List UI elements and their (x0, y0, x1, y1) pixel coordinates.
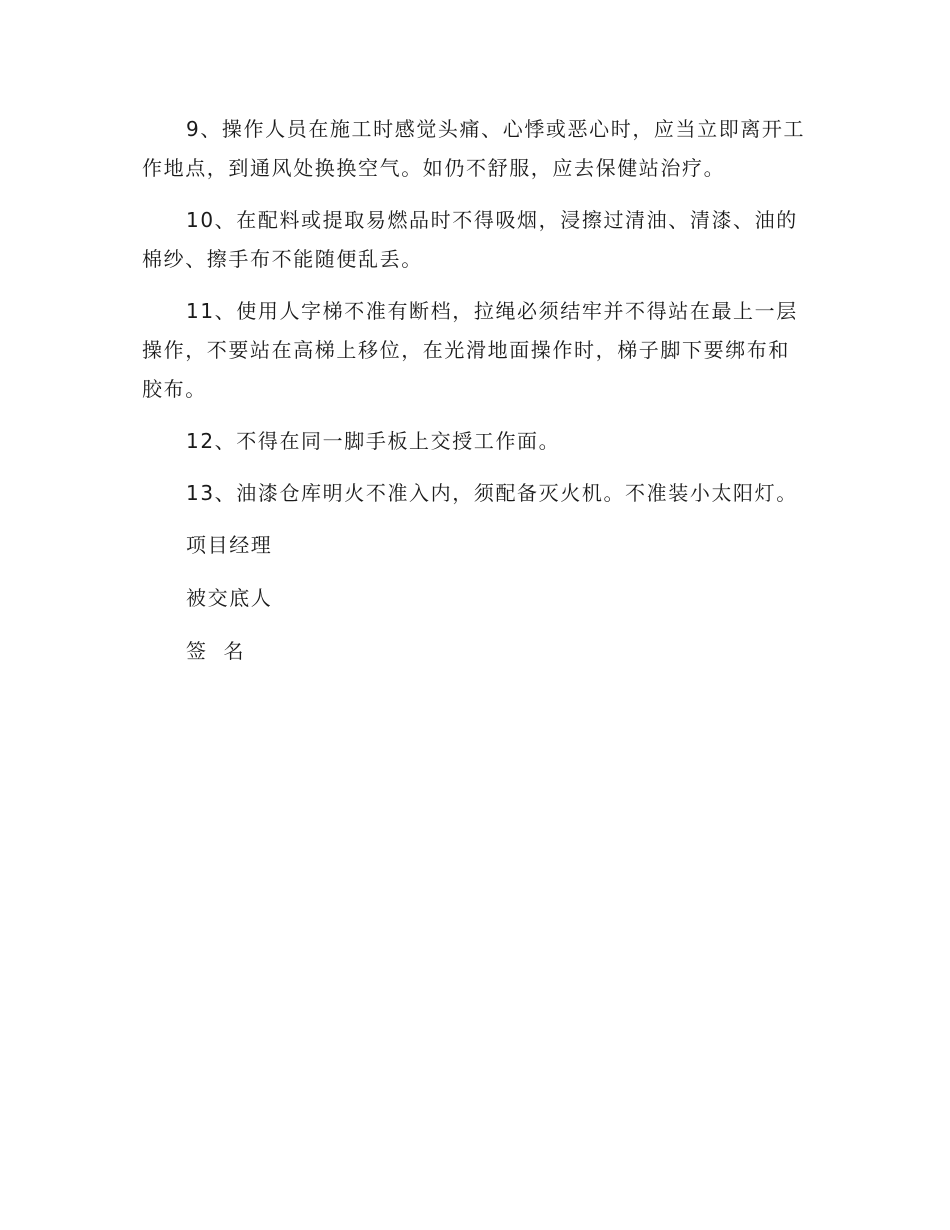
rule-paragraph-10: 10、在配料或提取易燃品时不得吸烟，浸擦过清油、清漆、油的棉纱、擦手布不能随便乱丢。 (142, 208, 798, 271)
project-manager-label: 项目经理 (186, 533, 273, 557)
rule-paragraph-13: 13、油漆仓库明火不准入内，须配备灭火机。不准装小太阳灯。 (186, 481, 798, 505)
document-body (142, 110, 810, 685)
rule-paragraph-12: 12、不得在同一脚手板上交授工作面。 (186, 429, 561, 453)
recipient-label: 被交底人 (186, 586, 273, 610)
signature-label: 签 名 (186, 639, 246, 663)
rule-paragraph-9: 9、操作人员在施工时感觉头痛、心悸或恶心时，应当立即离开工作地点，到通风处换换空气。如仍不舒服，应去保健站治疗。 (142, 117, 806, 180)
rule-paragraph-11: 11、使用人字梯不准有断档，拉绳必须结牢并不得站在最上一层操作，不要站在高梯上移位，在光滑地面操作时，梯子脚下要绑布和胶布。 (142, 299, 798, 401)
